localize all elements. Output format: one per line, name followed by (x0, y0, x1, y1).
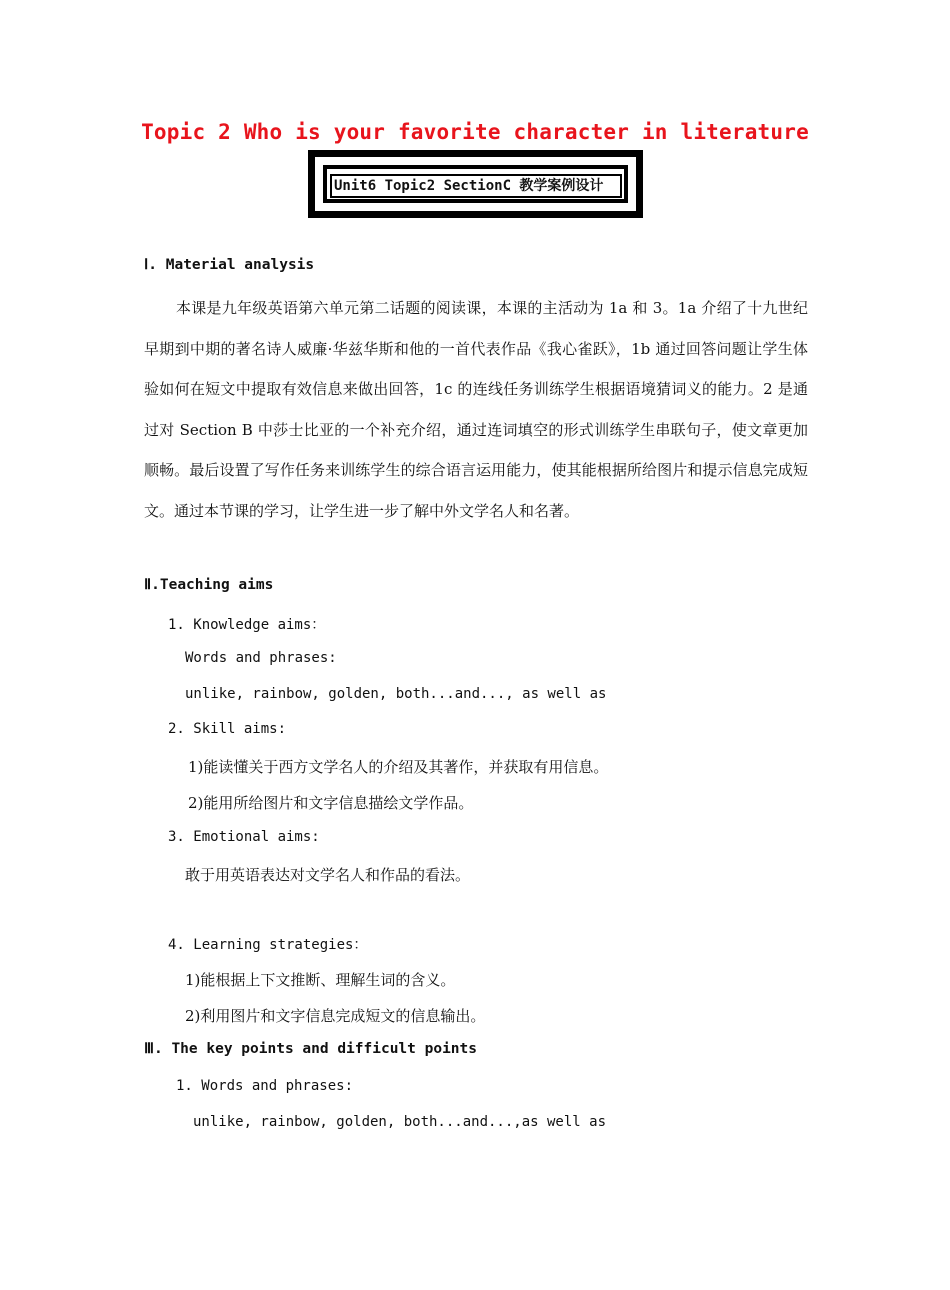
document-subtitle: Unit6 Topic2 SectionC 教学案例设计 (330, 174, 622, 198)
learning-strategies-label: 4. Learning strategies： (168, 937, 368, 953)
learning-strategy-item: 1)能根据上下文推断、理解生词的含义。 (185, 971, 456, 989)
emotional-aim-item: 敢于用英语表达对文学名人和作品的看法。 (185, 866, 471, 884)
emotional-aims-label: 3. Emotional aims: (168, 829, 320, 845)
learning-strategy-item: 2)利用图片和文字信息完成短文的信息输出。 (185, 1007, 486, 1025)
skill-aims-label: 2. Skill aims: (168, 721, 287, 737)
key-words-phrases-label: 1. Words and phrases: (176, 1078, 354, 1094)
section-heading-material-analysis: Ⅰ. Material analysis (144, 257, 315, 273)
words-phrases-label: Words and phrases: (185, 650, 337, 666)
words-list: unlike, rainbow, golden, both...and..., as well as (185, 686, 607, 702)
skill-aim-item: 1)能读懂关于西方文学名人的介绍及其著作，并获取有用信息。 (188, 758, 609, 776)
document-title: Topic 2 Who is your favorite character in literature (141, 120, 809, 144)
material-analysis-paragraph: 本课是九年级英语第六单元第二话题的阅读课，本课的主活动为 1a 和 3。1a 介绍了十九世纪早期到中期的著名诗人威廉·华兹华斯和他的一首代表作品《我心雀跃》，1b 通过回答问题让学生体验如何在短文中提取有效信息来做出回答，1c 的连线任务训练学生根据语境猜词义的能力。2 是通过对 Section B 中莎士比亚的一个补充介绍，通过连词填空的形式训练学生串联句子，使文章更加顺畅。最后设置了写作任务来训练学生的综合语言运用能力，使其能根据所给图片和提示信息完成短文。通过本节课的学习，让学生进一步了解中外文学名人和名著。 (144, 299, 808, 520)
knowledge-aims-label: 1. Knowledge aims： (168, 617, 326, 633)
section-heading-teaching-aims: Ⅱ.Teaching aims (144, 577, 274, 593)
skill-aim-item: 2)能用所给图片和文字信息描绘文学作品。 (188, 794, 474, 812)
section-heading-key-points: Ⅲ. The key points and difficult points (144, 1041, 477, 1057)
key-words-list: unlike, rainbow, golden, both...and...,as well as (193, 1114, 607, 1130)
